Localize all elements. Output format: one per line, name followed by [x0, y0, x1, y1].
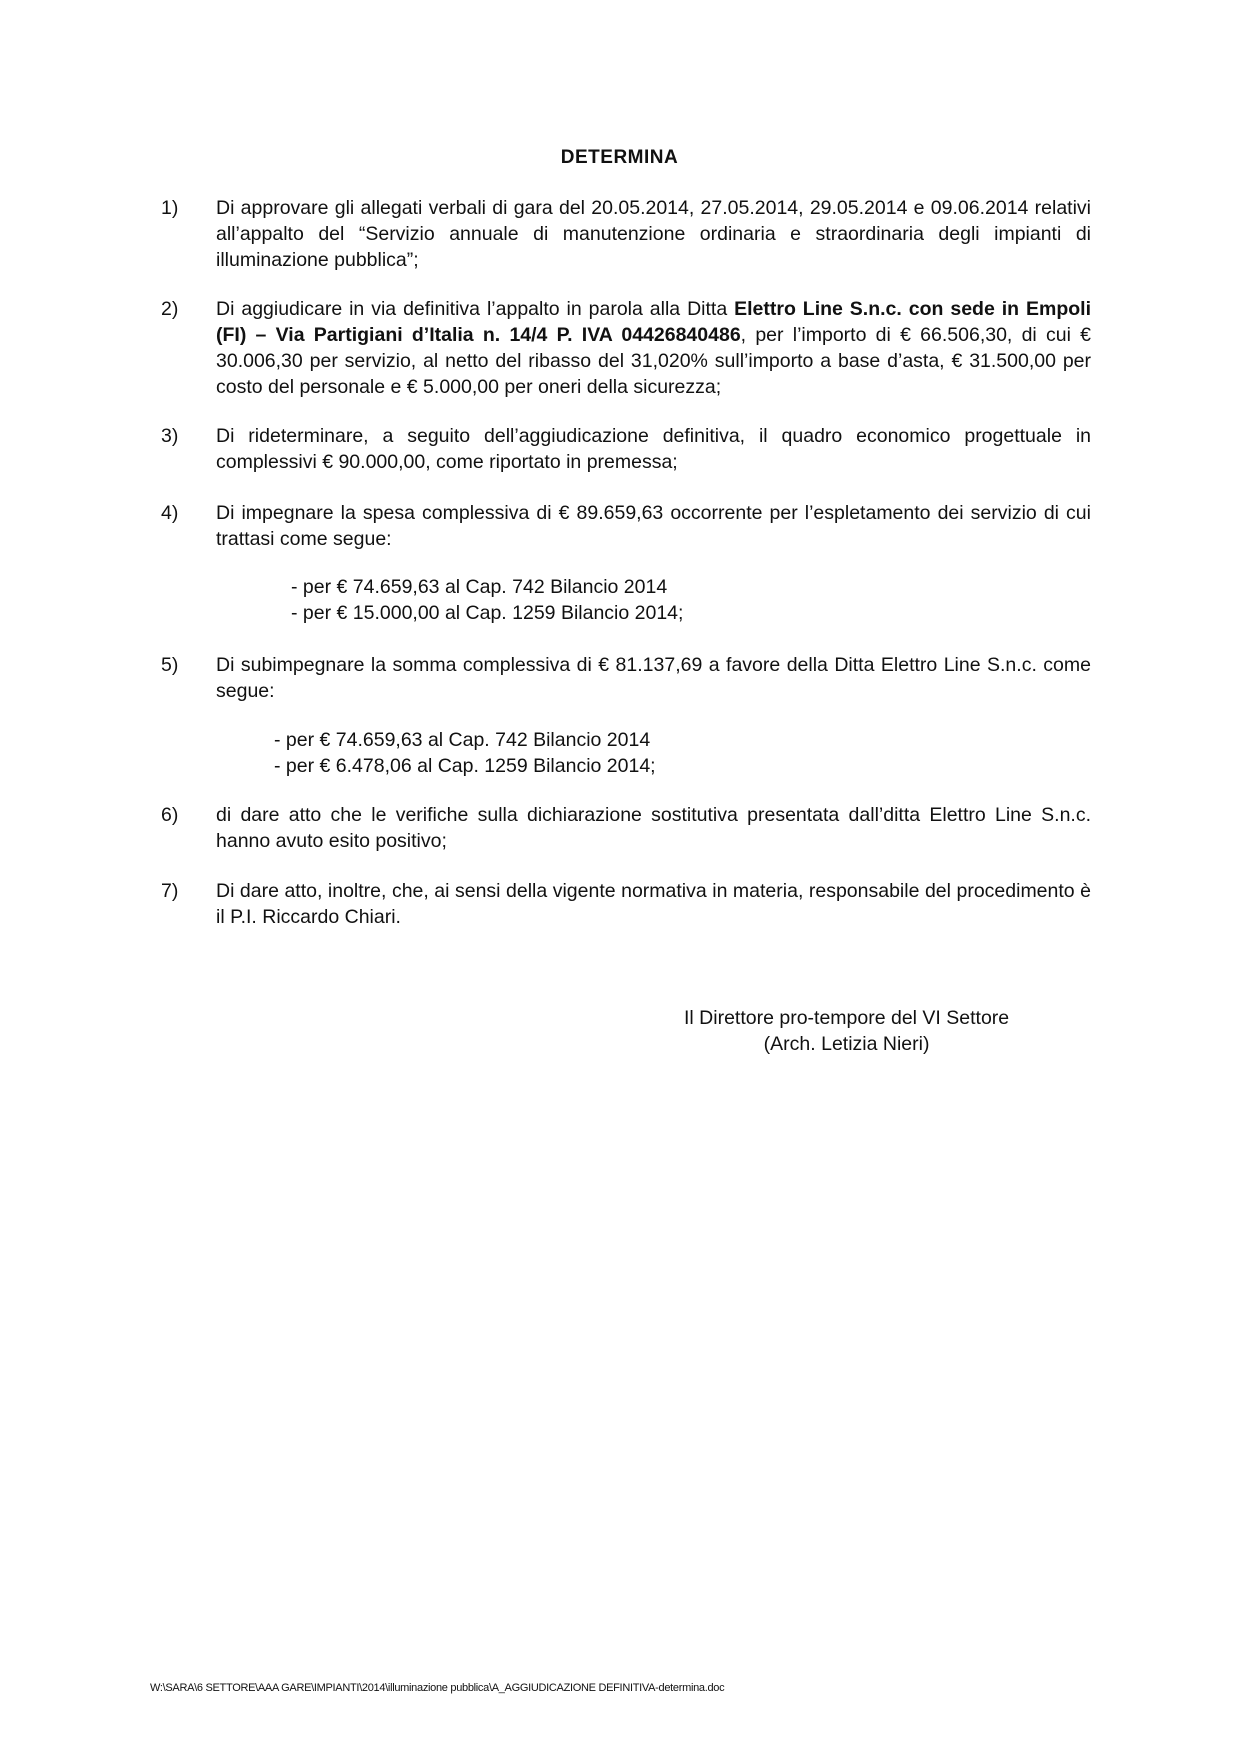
item-text [216, 296, 1091, 400]
item-text: Di approvare gli allegati verbali di gara del 20.05.2014, 27.05.2014, 29.05.2014 e 09.06.2014 relativi all’appalto del “Servizio annuale di manutenzione ordinaria e straordinaria degli impianti di illuminazione pubblica”; [216, 197, 1091, 271]
signatory-role: Il Direttore pro-tempore del VI Settore [684, 1007, 1010, 1029]
item-number: 6) [161, 804, 179, 826]
item-text: Di impegnare la spesa complessiva di € 89.659,63 occorrente per l’espletamento dei servizio di cui trattasi come segue: [216, 502, 1091, 550]
item-5 [161, 652, 1091, 704]
item-text: Di rideterminare, a seguito dell’aggiudicazione definitiva, il quadro economico progettuale in complessivi € 90.000,00, come riportato in premessa; [216, 425, 1091, 473]
item-number: 3) [161, 425, 179, 447]
item-number: 5) [161, 654, 179, 676]
sub-item: - per € 74.659,63 al Cap. 742 Bilancio 2014 [274, 729, 651, 751]
item-1 [161, 195, 1091, 273]
document-title: DETERMINA [560, 147, 679, 168]
sub-item: - per € 15.000,00 al Cap. 1259 Bilancio 2014; [291, 602, 684, 624]
sub-item: - per € 6.478,06 al Cap. 1259 Bilancio 2014; [274, 755, 656, 777]
item-text: Di dare atto, inoltre, che, ai sensi della vigente normativa in materia, responsabile del procedimento è il P.I. Riccardo Chiari. [216, 880, 1091, 928]
item-7 [161, 878, 1091, 930]
file-path-footer: W:\SARA\6 SETTORE\AAA GARE\IMPIANTI\2014\illuminazione pubblica\A_AGGIUDICAZIONE DEFINITIVA-determina.doc [150, 1682, 725, 1694]
item-3 [161, 423, 1091, 475]
item-6 [161, 802, 1091, 854]
signature-block [684, 1005, 1009, 1057]
item-text: Di subimpegnare la somma complessiva di € 81.137,69 a favore della Ditta Elettro Line S.n.c. come segue: [216, 654, 1091, 702]
item-number: 1) [161, 197, 179, 219]
item-number: 7) [161, 880, 179, 902]
item-text-post: , per l’importo di € 66.506,30, di cui € 30.006,30 per servizio, al netto del ribasso del 31,020% sull’importo a base d’asta, € 31.500,00 per costo del personale e € 5.000,00 per oneri della sicurezza; [216, 324, 1092, 398]
item-number: 4) [161, 502, 179, 524]
sub-item: - per € 74.659,63 al Cap. 742 Bilancio 2014 [291, 576, 668, 598]
item-text-pre: Di aggiudicare in via definitiva l’appalto in parola alla Ditta [216, 298, 735, 320]
signatory-name: (Arch. Letizia Nieri) [763, 1033, 930, 1055]
item-2 [161, 296, 1091, 400]
item-4 [161, 500, 1091, 552]
item-text: di dare atto che le verifiche sulla dichiarazione sostitutiva presentata dall’ditta Elettro Line S.n.c. hanno avuto esito positivo; [216, 804, 1091, 852]
item-number: 2) [161, 298, 179, 320]
company-details: Elettro Line S.n.c. con sede in Empoli (FI) – Via Partigiani d’Italia n. 14/4 P. IVA 04426840486 [216, 298, 1091, 346]
